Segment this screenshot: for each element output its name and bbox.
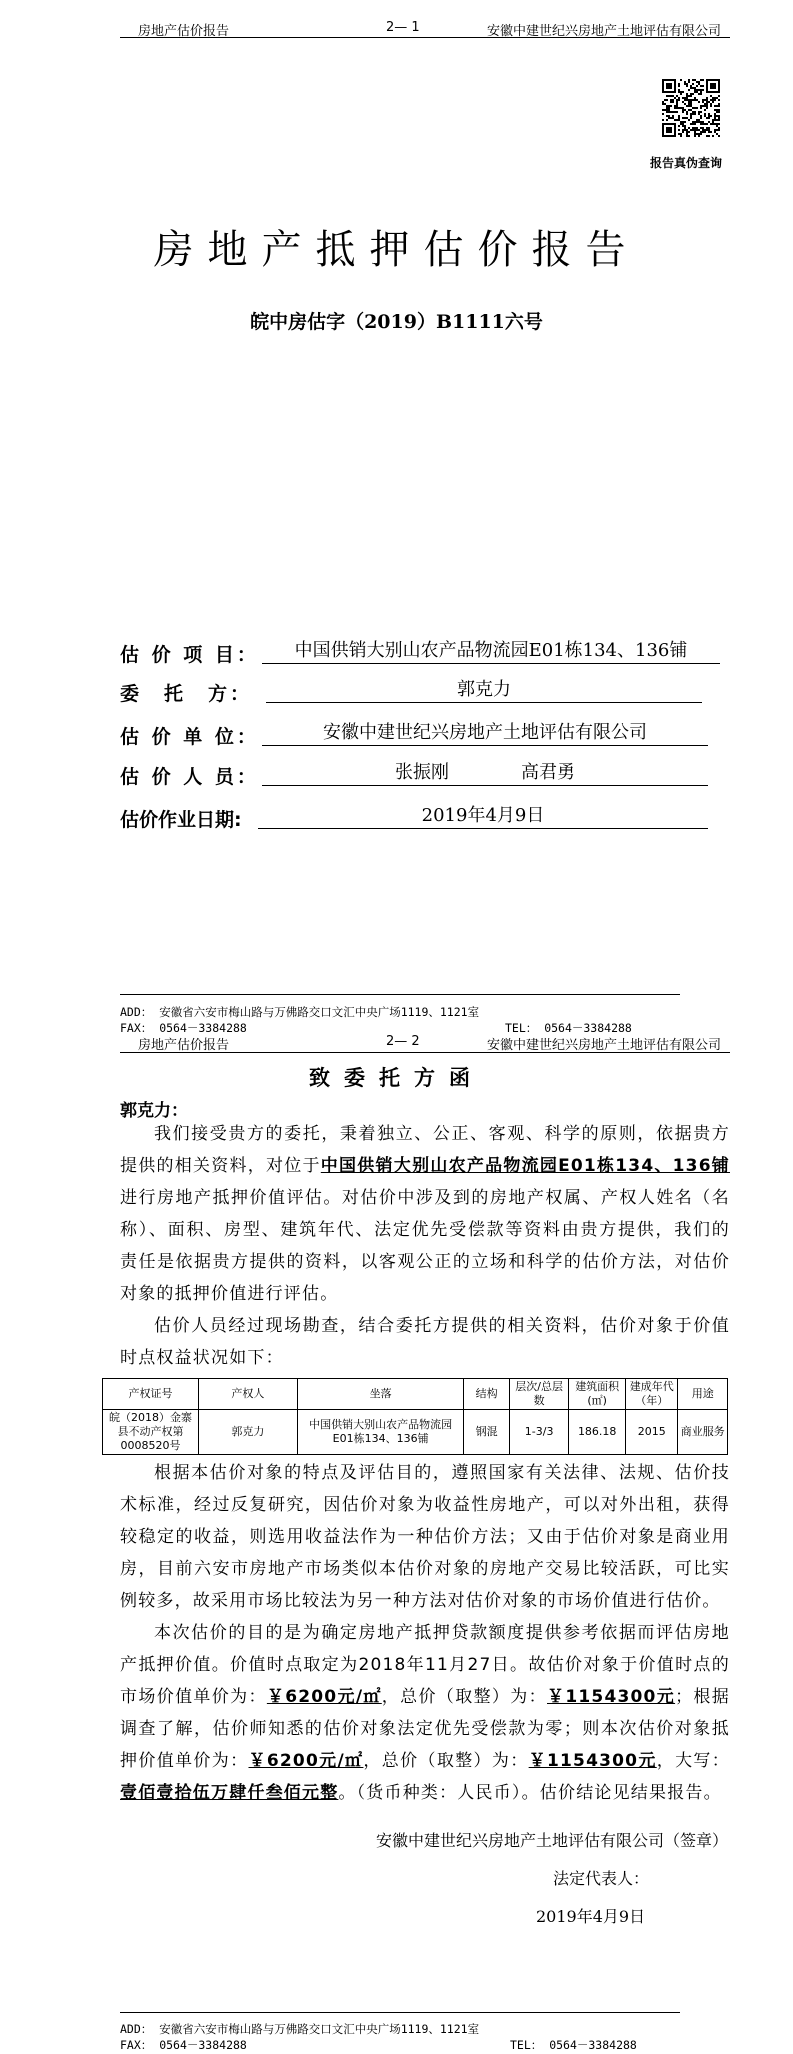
field-label-client: 委 托 方：	[120, 683, 253, 705]
table-header-row	[103, 1379, 728, 1410]
table-row	[103, 1410, 728, 1455]
page-number: 2— 2	[386, 1034, 420, 1049]
header-right: 安徽中建世纪兴房地产土地评估有限公司	[487, 24, 722, 39]
cell-year: 2015	[625, 1410, 678, 1455]
th-structure: 结构	[464, 1379, 509, 1410]
footer-rule	[120, 2012, 680, 2013]
field-label-appraiser-unit: 估 价 单 位：	[120, 726, 259, 748]
field-value-date: 2019年4月9日	[258, 804, 708, 829]
p1-text-cont: 进行房地产抵押价值评估。对估价中涉及到的房地产权属、产权人姓名（名称）、面积、房型、建筑年代、法定优先受偿款等资料由贵方提供，我们的责任是依据贵方提供的资料，以客观公正的立场和科学的估价方法，对估价对象的抵押价值进行评估。	[120, 1188, 730, 1304]
th-year: 建成年代（年）	[625, 1379, 678, 1410]
market-unit-price: ￥6200元/㎡	[266, 1687, 382, 1707]
field-value-appraiser-unit: 安徽中建世纪兴房地产土地评估有限公司	[262, 721, 708, 746]
field-value-appraisers: 张振刚 高君勇	[262, 761, 708, 786]
p4-text: ，总价（取整）为：	[381, 1687, 547, 1707]
letter-body-bottom	[120, 1457, 730, 1809]
footer-fax: FAX： 0564－3384288	[120, 1021, 247, 1035]
p4-text: 本次估价的目的是为确定房地产抵押贷款额度提供参考依据而评估房地产抵押价值。价值时点取定为2018年11月27日。故估价对象于价值时点的市场价值单价为：	[120, 1623, 730, 1707]
property-name: 中国供销大别山农产品物流园E01栋134、136铺	[320, 1156, 730, 1176]
qr-code-icon[interactable]	[662, 76, 720, 140]
p4-text: ，总价（取整）为：	[363, 1751, 529, 1771]
field-label-project: 估 价 项 目：	[120, 644, 259, 666]
header-right: 安徽中建世纪兴房地产土地评估有限公司	[487, 1038, 722, 1053]
mortgage-unit-price: ￥6200元/㎡	[248, 1751, 364, 1771]
field-label-appraisers: 估 价 人 员：	[120, 766, 259, 788]
th-use: 用途	[678, 1379, 728, 1410]
page-number: 2— 1	[386, 20, 420, 35]
footer-address: ADD： 安徽省六安市梅山路与万佛路交口文汇中央广场1119、1121室	[120, 1005, 480, 1019]
cell-floors: 1-3/3	[509, 1410, 569, 1455]
footer-address: ADD： 安徽省六安市梅山路与万佛路交口文汇中央广场1119、1121室	[120, 2022, 480, 2036]
letter-body-top	[120, 1118, 730, 1374]
th-cert-no: 产权证号	[103, 1379, 199, 1410]
cell-owner: 郭克力	[198, 1410, 297, 1455]
header-rule	[120, 1052, 730, 1053]
th-location: 坐落	[297, 1379, 464, 1410]
cell-use: 商业服务	[678, 1410, 728, 1455]
report-number: 皖中房估字（2019）B1111六号	[250, 311, 543, 333]
property-table	[102, 1378, 728, 1455]
footer-fax: FAX： 0564－3384288	[120, 2038, 247, 2052]
salutation: 郭克力：	[120, 1101, 188, 1121]
field-label-date: 估价作业日期:	[120, 809, 242, 831]
letter-title: 致委托方函	[309, 1065, 484, 1090]
paragraph-1	[120, 1118, 730, 1310]
p4-text: 。（货币种类：人民币）。估价结论见结果报告。	[338, 1783, 722, 1803]
th-owner: 产权人	[198, 1379, 297, 1410]
cell-structure: 钢混	[464, 1410, 509, 1455]
cell-area: 186.18	[569, 1410, 626, 1455]
mortgage-total-price: ￥1154300元	[528, 1751, 657, 1771]
total-in-words: 壹佰壹拾伍万肆仟叁佰元整	[120, 1783, 339, 1803]
field-value-client: 郭克力	[266, 678, 702, 703]
paragraph-2: 估价人员经过现场勘查，结合委托方提供的相关资料，估价对象于价值时点权益状况如下：	[120, 1316, 730, 1368]
p1-text: 我们接受贵方的委托，秉着独立、公正、客观、科学的原则，依据贵方提供的相关资料，对位于	[120, 1124, 730, 1176]
th-area: 建筑面积(㎡)	[569, 1379, 626, 1410]
header-left: 房地产估价报告	[138, 24, 230, 39]
paragraph-4	[120, 1617, 730, 1809]
p4-text: ，大写：	[656, 1751, 730, 1771]
letter-flow	[102, 1118, 730, 1927]
cell-location: 中国供销大别山农产品物流园E01栋134、136铺	[297, 1410, 464, 1455]
p4-text: ；根据调查了解，估价师知悉的估价对象法定优先受偿款为零；则本次估价对象抵押价值单价为：	[120, 1687, 730, 1771]
signature-date: 2019年4月9日	[536, 1907, 646, 1926]
header-left: 房地产估价报告	[138, 1038, 230, 1053]
market-total-price: ￥1154300元	[547, 1687, 676, 1707]
report-title: 房地产抵押估价报告	[153, 227, 640, 273]
footer-rule	[120, 994, 680, 995]
paragraph-3: 根据本估价对象的特点及评估目的，遵照国家有关法律、法规、估价技术标准，经过反复研究，因估价对象为收益性房地产，可以对外出租，获得较稳定的收益，则选用收益法作为一种估价方法；又由于估价对象是商业用房，目前六安市房地产市场类似本估价对象的房地产交易比较活跃，可比实例较多，故采用市场比较法为另一种方法对估价对象的市场价值进行估价。	[120, 1463, 730, 1611]
signature-company: 安徽中建世纪兴房地产土地评估有限公司（签章）	[376, 1831, 729, 1850]
th-floors: 层次/总层数	[509, 1379, 569, 1410]
cell-cert-no: 皖（2018）金寨县不动产权第0008520号	[103, 1410, 199, 1455]
legal-representative: 法定代表人：	[553, 1869, 650, 1888]
field-value-project: 中国供销大别山农产品物流园E01栋134、136铺	[262, 639, 720, 664]
qr-label: 报告真伪查询	[650, 156, 723, 170]
footer-tel: TEL： 0564－3384288	[510, 2038, 637, 2052]
footer-tel: TEL： 0564－3384288	[505, 1021, 632, 1035]
header-rule	[120, 37, 730, 38]
